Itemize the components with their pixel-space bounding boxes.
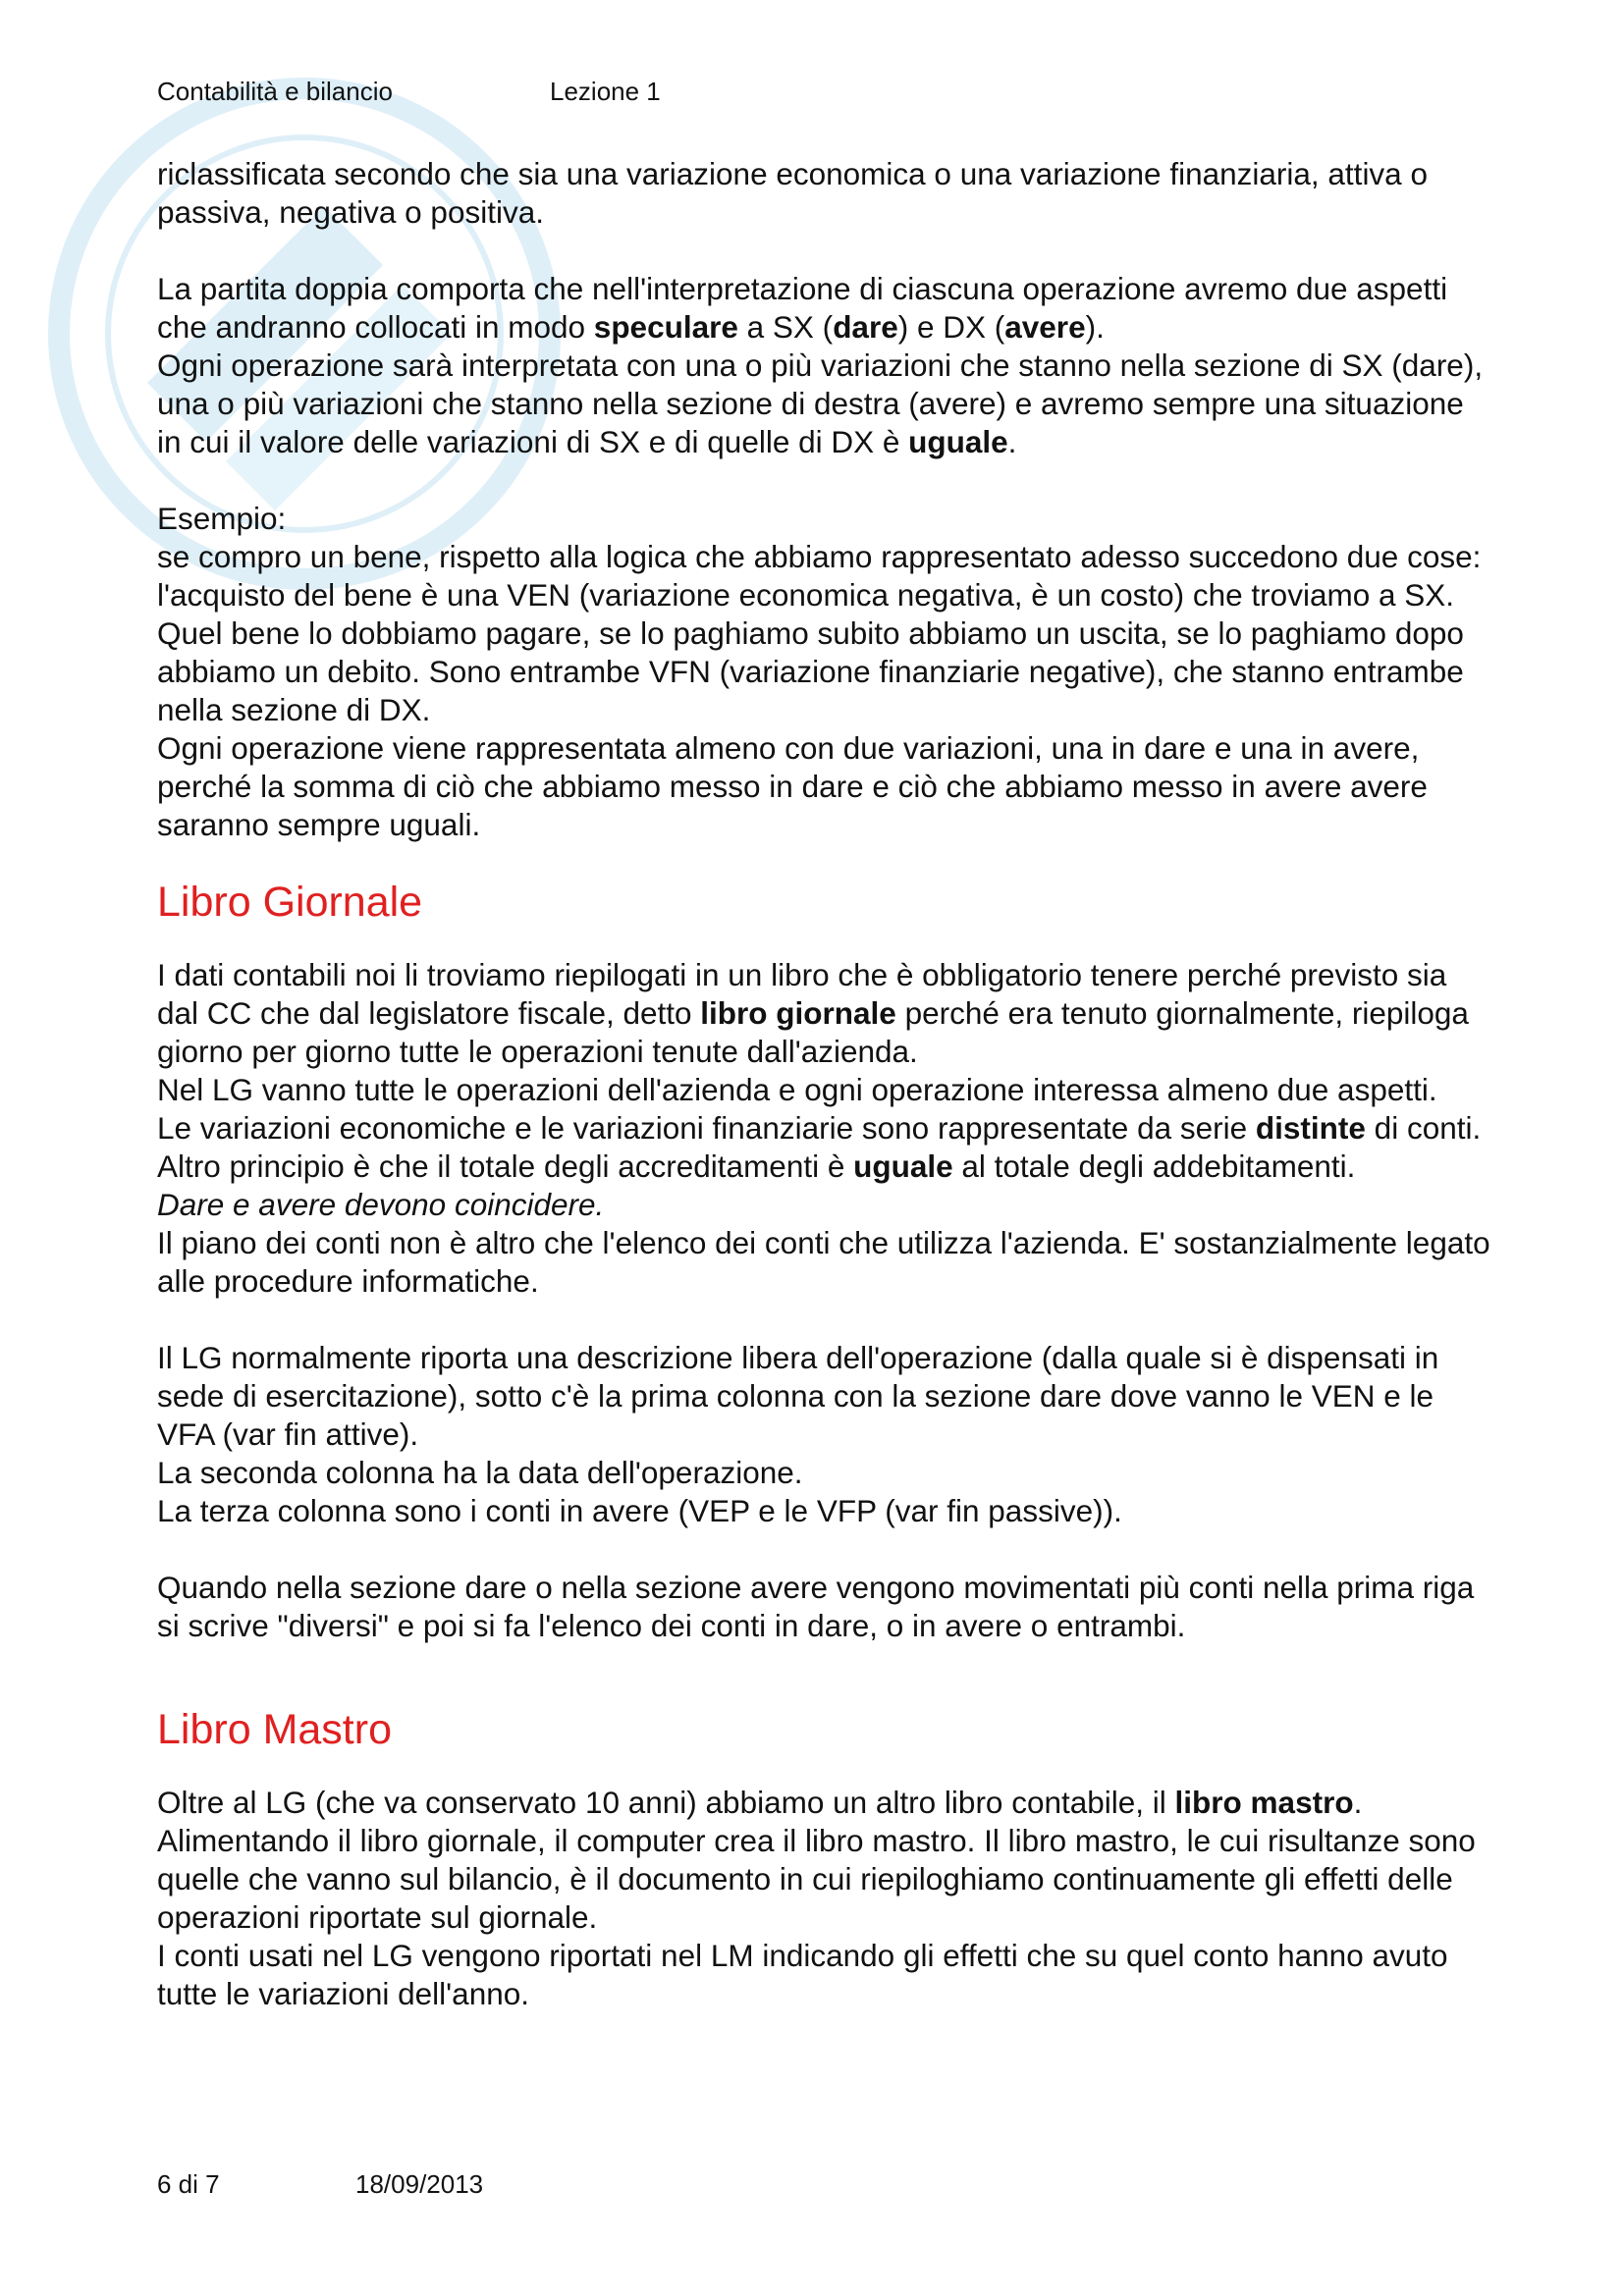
paragraph: Quando nella sezione dare o nella sezione avere vengono movimentati più conti nella prima riga si scrive "diversi" e poi si fa l'elenco dei conti in dare, o in avere o entrambi. — [157, 1570, 1475, 1643]
paragraph: Il LG normalmente riporta una descrizione libera dell'operazione (dalla quale si è dispensati in sede di esercitazione), sotto c'è la prima colonna con la sezione dare dove vanno le VEN e le VFA (var fin attive). — [157, 1340, 1439, 1452]
paragraph: I conti usati nel LG vengono riportati nel LM indicando gli effetti che su quel conto hanno avuto tutte le variazioni dell'anno. — [157, 1938, 1448, 2011]
paragraph: I dati contabili noi li troviamo riepilogati in un libro che è obbligatorio tenere perché previsto sia dal CC che dal legislatore fiscale, detto libro giornale perché era tenuto giornalmente, riepiloga giorno per giorno tutte le operazioni tenute dall'azienda. — [157, 957, 1469, 1069]
example-label: Esempio: — [157, 501, 287, 536]
paragraph: riclassificata secondo che sia una variazione economica o una variazione finanziaria, attiva o passiva, negativa o positiva. — [157, 156, 1428, 230]
paragraph-italic: Dare e avere devono coincidere. — [157, 1187, 605, 1222]
paragraph: Ogni operazione sarà interpretata con una o più variazioni che stanno nella sezione di SX (dare), una o più variazioni che stanno nella sezione di destra (avere) e avremo sempre una situazione in cui il valore delle variazioni di SX e di quelle di DX è uguale. — [157, 347, 1484, 459]
page-number: 6 di 7 — [157, 2169, 220, 2199]
paragraph: La partita doppia comporta che nell'interpretazione di ciascuna operazione avremo due aspetti che andranno collocati in modo speculare a SX (dare) e DX (avere). — [157, 271, 1448, 345]
page-footer — [157, 2169, 483, 2200]
header-title: Contabilità e bilancio — [157, 77, 393, 106]
paragraph: Le variazioni economiche e le variazioni finanziarie sono rappresentate da serie distinte di conti. — [157, 1110, 1482, 1146]
document-body — [157, 155, 1492, 2013]
section-heading-libro-mastro: Libro Mastro — [157, 1706, 392, 1753]
paragraph: se compro un bene, rispetto alla logica che abbiamo rappresentato adesso succedono due cose: l'acquisto del bene è una VEN (variazione economica negativa, è un costo) che troviamo a SX. Quel bene lo dobbiamo pagare, se lo paghiamo subito abbiamo un uscita, se lo paghiamo dopo abbiamo un debito. Sono entrambe VFN (variazione finanziarie negative), che stanno entrambe nella sezione di DX. — [157, 539, 1482, 727]
paragraph: Oltre al LG (che va conservato 10 anni) abbiamo un altro libro contabile, il libro mastro. — [157, 1785, 1363, 1820]
paragraph: La terza colonna sono i conti in avere (VEP e le VFP (var fin passive)). — [157, 1493, 1122, 1528]
paragraph: Alimentando il libro giornale, il computer crea il libro mastro. Il libro mastro, le cui risultanze sono quelle che vanno sul bilancio, è il documento in cui riepiloghiamo continuamente gli effetti delle operazioni riportate sul giornale. — [157, 1823, 1476, 1935]
footer-date: 18/09/2013 — [355, 2169, 484, 2199]
paragraph: Altro principio è che il totale degli accreditamenti è uguale al totale degli addebitamenti. — [157, 1148, 1356, 1184]
paragraph: Nel LG vanno tutte le operazioni dell'azienda e ogni operazione interessa almeno due aspetti. — [157, 1072, 1437, 1107]
section-heading-libro-giornale: Libro Giornale — [157, 879, 423, 926]
paragraph: Ogni operazione viene rappresentata almeno con due variazioni, una in dare e una in avere, perché la somma di ciò che abbiamo messo in dare e ciò che abbiamo messo in avere avere saranno sempre uguali. — [157, 730, 1428, 842]
page-header — [157, 77, 661, 107]
paragraph: Il piano dei conti non è altro che l'elenco dei conti che utilizza l'azienda. E' sostanzialmente legato alle procedure informatiche. — [157, 1225, 1490, 1299]
paragraph: La seconda colonna ha la data dell'operazione. — [157, 1455, 803, 1490]
header-lesson: Lezione 1 — [550, 77, 661, 106]
